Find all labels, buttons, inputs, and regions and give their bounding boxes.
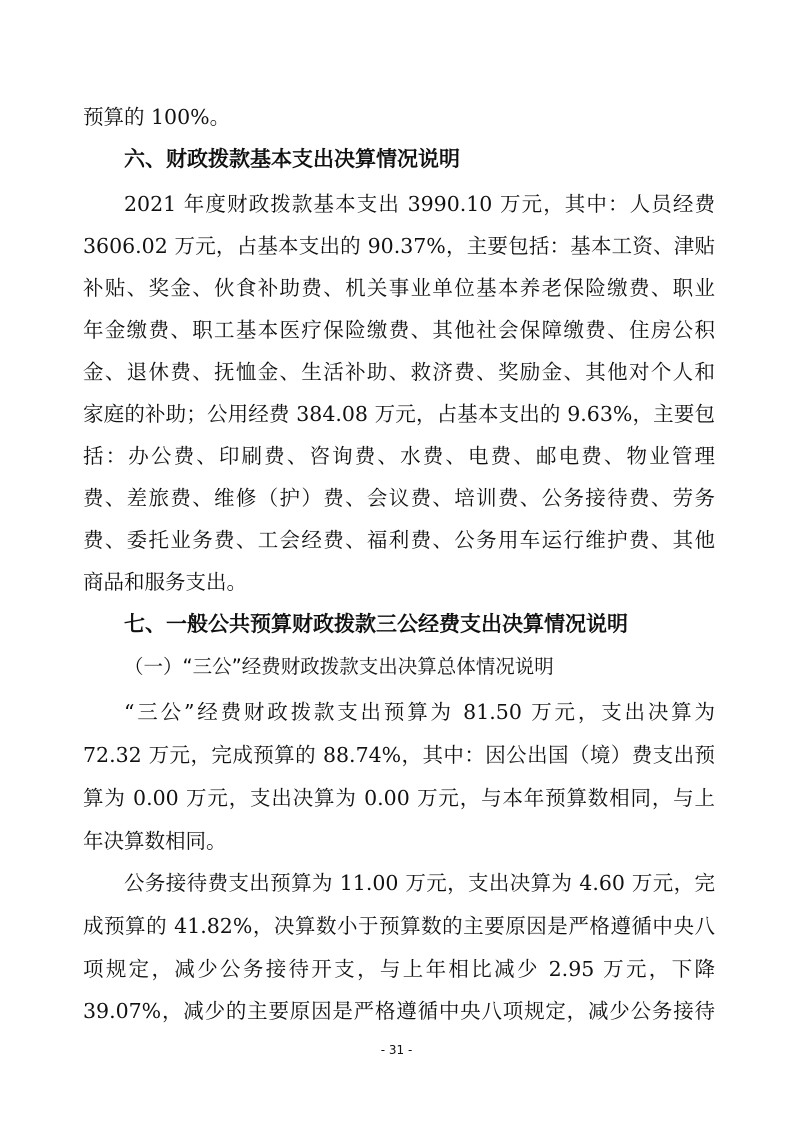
page-number: - 31 - xyxy=(380,1043,413,1057)
paragraph-line: 算为 0.00 万元，支出决算为 0.00 万元，与本年预算数相同，与上 xyxy=(83,786,715,810)
subsection-heading: （一）“三公”经费财政拨款支出决算总体情况说明 xyxy=(124,655,554,678)
paragraph-line: 商品和服务支出。 xyxy=(83,570,247,594)
paragraph-line: 39.07%，减少的主要原因是严格遵循中央八项规定，减少公务接待 xyxy=(83,999,715,1023)
section-heading: 七、一般公共预算财政拨款三公经费支出决算情况说明 xyxy=(124,612,628,636)
paragraph-line: 补贴、奖金、伙食补助费、机关事业单位基本养老保险缴费、职业 xyxy=(83,276,715,300)
paragraph-line: 费、委托业务费、工会经费、福利费、公务用车运行维护费、其他 xyxy=(83,528,715,552)
paragraph-line: 项规定，减少公务接待开支，与上年相比减少 2.95 万元，下降 xyxy=(83,957,715,981)
paragraph-line: 预算的 100%。 xyxy=(83,105,231,129)
paragraph-line: 括：办公费、印刷费、咨询费、水费、电费、邮电费、物业管理 xyxy=(83,444,715,468)
paragraph-line: “三公”经费财政拨款支出预算为 81.50 万元，支出决算为 xyxy=(124,700,715,724)
paragraph-line: 年决算数相同。 xyxy=(83,829,227,853)
paragraph-line: 成预算的 41.82%，决算数小于预算数的主要原因是严格遵循中央八 xyxy=(83,914,715,938)
paragraph-line: 2021 年度财政拨款基本支出 3990.10 万元，其中：人员经费 xyxy=(124,192,715,216)
paragraph-line: 72.32 万元，完成预算的 88.74%，其中：因公出国（境）费支出预 xyxy=(83,743,715,767)
paragraph-line: 金、退休费、抚恤金、生活补助、救济费、奖励金、其他对个人和 xyxy=(83,360,715,384)
paragraph-line: 年金缴费、职工基本医疗保险缴费、其他社会保障缴费、住房公积 xyxy=(83,318,715,342)
section-heading: 六、财政拨款基本支出决算情况说明 xyxy=(124,147,460,171)
paragraph-line: 公务接待费支出预算为 11.00 万元，支出决算为 4.60 万元，完 xyxy=(124,871,715,895)
paragraph-line: 家庭的补助；公用经费 384.08 万元，占基本支出的 9.63%，主要包 xyxy=(83,402,715,426)
paragraph-line: 3606.02 万元，占基本支出的 90.37%，主要包括：基本工资、津贴 xyxy=(83,234,715,258)
paragraph-line: 费、差旅费、维修（护）费、会议费、培训费、公务接待费、劳务 xyxy=(83,486,715,510)
